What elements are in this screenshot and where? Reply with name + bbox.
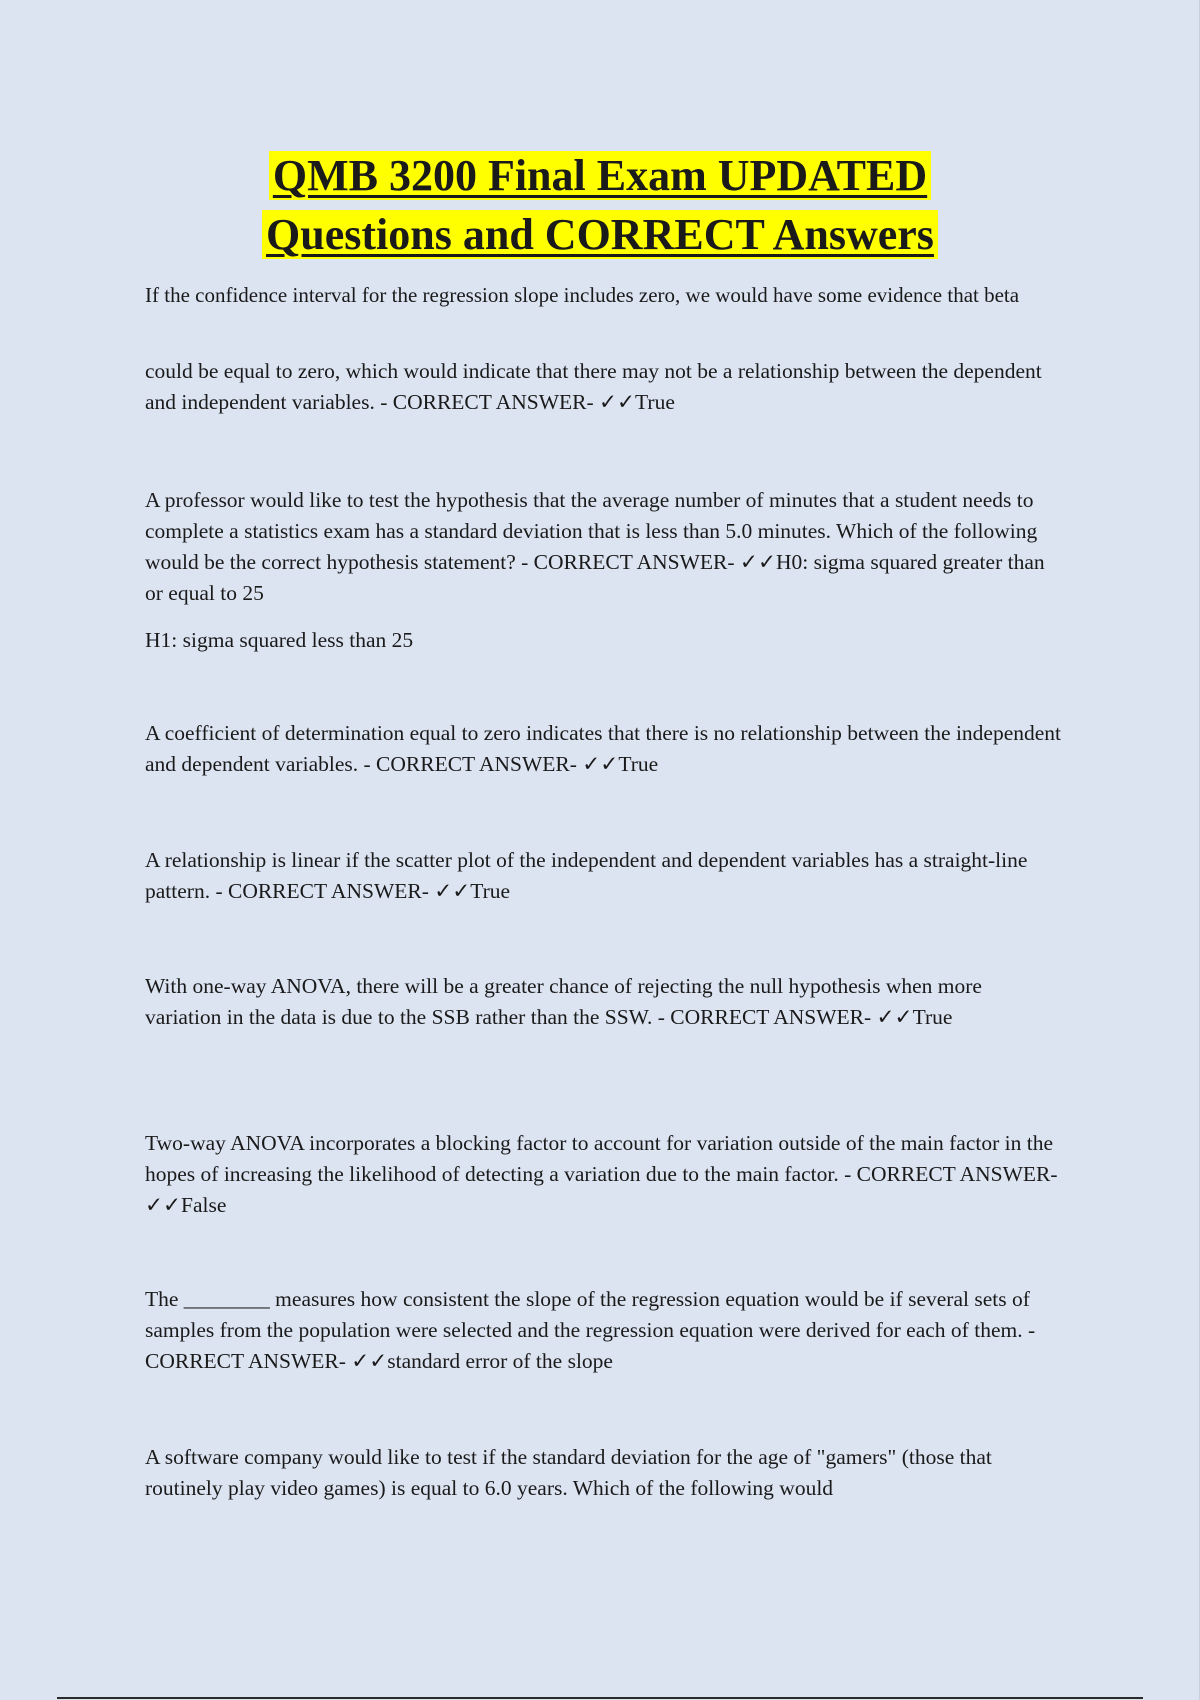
paragraph-5: A coefficient of determination equal to zero indicates that there is no relationship between the independent and dependent variables. - CORRECT ANSWER- ✓✓True: [145, 721, 1062, 776]
paragraph-6: A relationship is linear if the scatter plot of the independent and dependent variables has a straight-line pattern. - CORRECT ANSWER- ✓✓True: [145, 848, 1028, 903]
page-bottom-rule: [57, 1697, 1143, 1699]
paragraph-7: With one-way ANOVA, there will be a greater chance of rejecting the null hypothesis when more variation in the data is due to the SSB rather than the SSW. - CORRECT ANSWER- ✓✓True: [145, 974, 982, 1029]
paragraph-1: If the confidence interval for the regression slope includes zero, we would have some evidence that beta: [145, 283, 1020, 307]
paragraph-10: A software company would like to test if the standard deviation for the age of "gamers" (those that routinely play video games) is equal to 6.0 years. Which of the following would: [145, 1445, 992, 1500]
document-title-line-1: QMB 3200 Final Exam UPDATED: [269, 151, 931, 200]
document-title-line-2: Questions and CORRECT Answers: [262, 210, 938, 259]
paragraph-9: The ________ measures how consistent the slope of the regression equation would be if several sets of samples from the population were selected and the regression equation were derived for each of them. - CORRECT ANSWER- ✓✓standard error of the slope: [145, 1287, 1036, 1373]
paragraph-3: A professor would like to test the hypothesis that the average number of minutes that a student needs to complete a statistics exam has a standard deviation that is less than 5.0 minutes. Which of the following would be the correct hypothesis statement? - CORRECT ANSWER- ✓✓H0: sigma squared greater than or equal to 25: [145, 488, 1045, 605]
document-title: [0, 146, 1200, 264]
paragraph-8: Two-way ANOVA incorporates a blocking factor to account for variation outside of the main factor in the hopes of increasing the likelihood of detecting a variation due to the main factor. - CORRECT ANSWER- ✓✓False: [145, 1131, 1058, 1217]
paragraph-2: could be equal to zero, which would indicate that there may not be a relationship between the dependent and independent variables. - CORRECT ANSWER- ✓✓True: [145, 359, 1042, 414]
paragraph-4: H1: sigma squared less than 25: [145, 628, 414, 652]
